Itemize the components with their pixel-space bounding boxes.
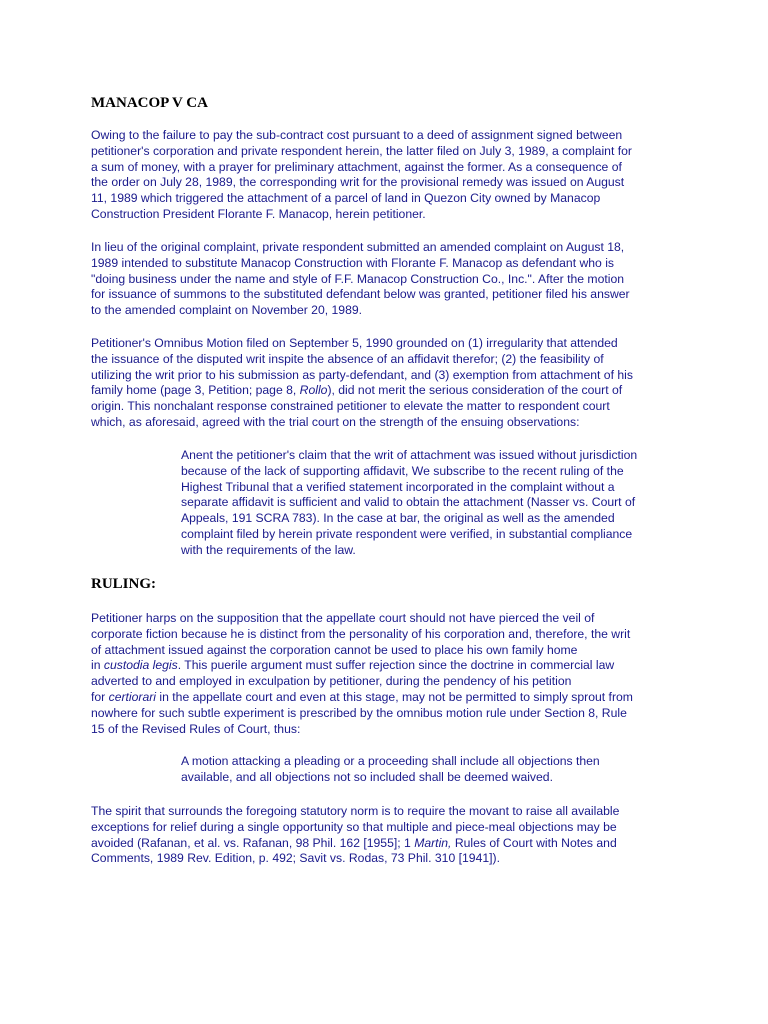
- paragraph-line: [91, 383, 691, 399]
- paragraph-line: The spirit that surrounds the foregoing statutory norm is to require the movant to raise all available: [91, 804, 620, 818]
- paragraph-line: 1989 intended to substitute Manacop Construction with Florante F. Manacop as defendant who is: [91, 255, 615, 270]
- text-run: in the appellate court and even at this stage, may not be permitted to simply sprout from: [156, 689, 633, 704]
- text-run: for: [91, 689, 109, 704]
- paragraph-line: a sum of money, with a prayer for preliminary attachment, against the former. As a consequence of: [91, 159, 622, 174]
- paragraph-line: of attachment issued against the corporation cannot be used to place his own family home: [91, 642, 578, 657]
- paragraph-line: utilizing the writ prior to his submission as party-defendant, and (3) exemption from attachment of his: [91, 367, 633, 382]
- block-quote-omnibus-rule: [181, 754, 681, 786]
- paragraph-line: Petitioner harps on the supposition that the appellate court should not have pierced the veil of: [91, 611, 595, 625]
- paragraph-line: the issuance of the disputed writ inspite the absence of an affidavit therefor; (2) the feasibility of: [91, 351, 604, 366]
- quote-line: Anent the petitioner's claim that the writ of attachment was issued without jurisdiction: [181, 448, 638, 462]
- quote-line: with the requirements of the law.: [181, 542, 356, 557]
- quote-line: separate affidavit is sufficient and valid to obtain the attachment (Nasser vs. Court of: [181, 495, 636, 510]
- quote-line: available, and all objections not so included shall be deemed waived.: [181, 769, 553, 784]
- paragraph-line: petitioner's corporation and private respondent herein, the latter filed on July 3, 1989, a complaint for: [91, 143, 632, 158]
- paragraph-line: [91, 836, 691, 852]
- text-run: in: [91, 658, 104, 673]
- text-run: family home (page 3, Petition; page 8,: [91, 383, 300, 398]
- paragraph-amended-complaint: [91, 240, 691, 319]
- text-run: avoided (Rafanan, et al. vs. Rafanan, 98 Phil. 162 [1955]; 1: [91, 835, 415, 850]
- text-run: . This puerile argument must suffer rejection since the doctrine in commercial law: [177, 658, 615, 673]
- quote-line: Appeals, 191 SCRA 783). In the case at bar, the original as well as the amended: [181, 511, 615, 526]
- paragraph-line: adverted to and employed in exculpation by petitioner, during the pendency of his petition: [91, 674, 572, 689]
- text-run: ), did not merit the serious consideration of the court of: [327, 383, 623, 398]
- italic-citation: Martin,: [414, 835, 452, 850]
- ruling-heading: RULING:: [91, 576, 157, 592]
- paragraph-line: Owing to the failure to pay the sub-contract cost pursuant to a deed of assignment signed between: [91, 128, 623, 142]
- italic-term: custodia legis: [103, 658, 178, 673]
- quote-line: complaint filed by herein private respondent were verified, in substantial compliance: [181, 526, 633, 541]
- paragraph-line: In lieu of the original complaint, private respondent submitted an amended complaint on August 18,: [91, 240, 625, 254]
- paragraph-line: 11, 1989 which triggered the attachment of a parcel of land in Quezon City owned by Manacop: [91, 191, 601, 206]
- paragraph-omnibus-motion: [91, 336, 691, 431]
- document-title: MANACOP V CA: [91, 95, 208, 111]
- paragraph-line: the order on July 28, 1989, the corresponding writ for the provisional remedy was issued on August: [91, 175, 625, 190]
- paragraph-line: exceptions for relief during a single opportunity so that multiple and piece-meal objections may be: [91, 819, 617, 834]
- quote-line: Highest Tribunal that a verified statement incorporated in the complaint without a: [181, 479, 615, 494]
- quote-line: because of the lack of supporting affidavit, We subscribe to the recent ruling of the: [181, 463, 624, 478]
- paragraph-line: "doing business under the name and style of F.F. Manacop Construction Co., Inc.". After the motion: [91, 271, 625, 286]
- paragraph-line: Petitioner's Omnibus Motion filed on September 5, 1990 grounded on (1) irregularity that attended: [91, 336, 618, 350]
- paragraph-background: [91, 128, 691, 223]
- paragraph-line: origin. This nonchalant response constrained petitioner to elevate the matter to respondent court: [91, 399, 610, 414]
- paragraph-statutory-norm: [91, 804, 691, 867]
- paragraph-line: [91, 690, 691, 706]
- italic-term: certiorari: [108, 689, 157, 704]
- italic-citation: Rollo: [299, 383, 328, 398]
- paragraph-line: Construction President Florante F. Manacop, herein petitioner.: [91, 206, 426, 221]
- paragraph-line: Comments, 1989 Rev. Edition, p. 492; Savit vs. Rodas, 73 Phil. 310 [1941]).: [91, 851, 500, 866]
- paragraph-line: 15 of the Revised Rules of Court, thus:: [91, 721, 301, 736]
- paragraph-line: to the amended complaint on November 20, 1989.: [91, 303, 363, 318]
- paragraph-line: nowhere for such subtle experiment is prescribed by the omnibus motion rule under Section 8, Rule: [91, 705, 627, 720]
- text-run: Rules of Court with Notes and: [451, 835, 617, 850]
- paragraph-line: for issuance of summons to the substituted defendant below was granted, petitioner filed his answer: [91, 287, 630, 302]
- block-quote-court-observation: [181, 448, 681, 559]
- quote-line: A motion attacking a pleading or a proceeding shall include all objections then: [181, 754, 600, 768]
- paragraph-line: [91, 658, 691, 674]
- paragraph-ruling: [91, 611, 691, 737]
- paragraph-line: corporate fiction because he is distinct from the personality of his corporation and, therefore, the writ: [91, 626, 631, 641]
- paragraph-line: which, as aforesaid, agreed with the trial court on the strength of the ensuing observations:: [91, 414, 580, 429]
